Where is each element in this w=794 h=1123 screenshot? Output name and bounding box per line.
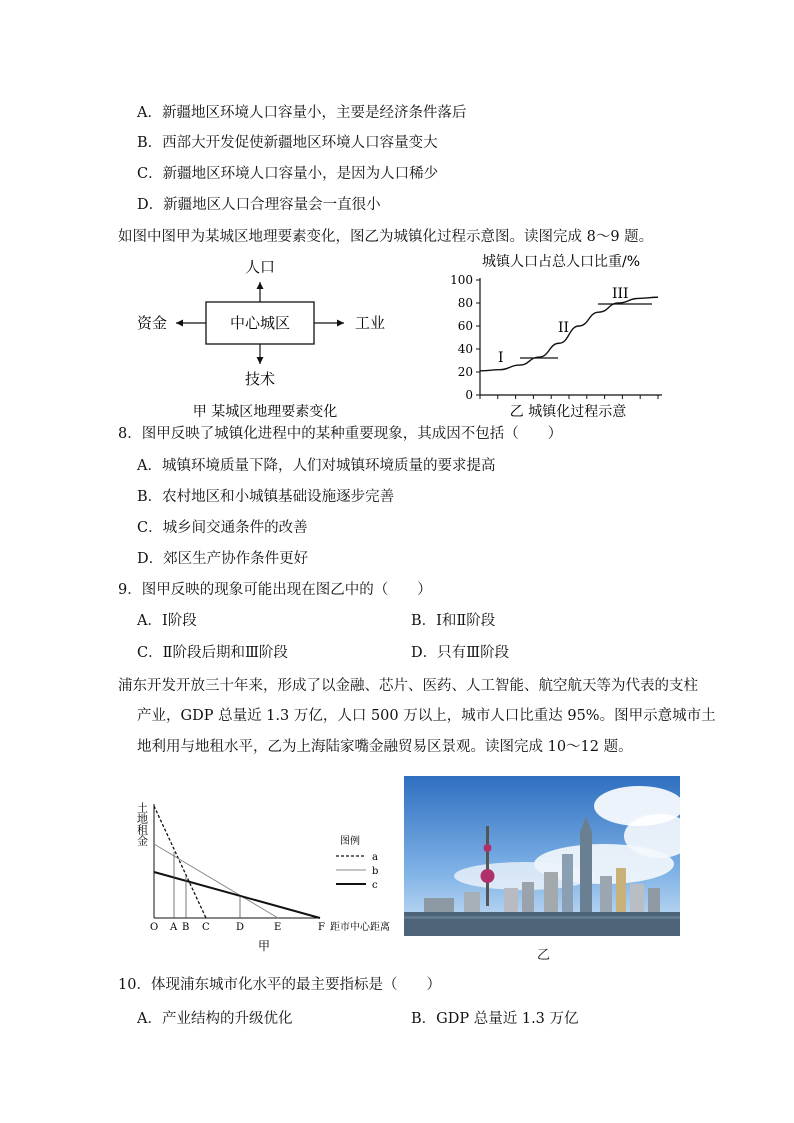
lujiazui-photo <box>404 776 680 936</box>
intro-10-12-line1: 浦东开发开放三十年来，形成了以金融、芯片、医药、人工智能、航空航天等为代表的支柱 <box>118 678 698 694</box>
rent-line-b <box>154 844 278 918</box>
y-tick-label: 80 <box>457 296 473 310</box>
q9-option-c: C．Ⅱ阶段后期和Ⅲ阶段 <box>137 645 288 661</box>
legend-title: 图例 <box>340 836 360 847</box>
x-label-e: E <box>274 922 282 933</box>
figure-land-rent <box>135 790 410 960</box>
q8-stem: 8．图甲反映了城镇化进程中的某种重要现象，其成因不包括（ ） <box>118 426 563 442</box>
q7-option-c: C．新疆地区环境人口容量小，是因为人口稀少 <box>137 166 439 182</box>
q7-option-b: B．西部大开发促使新疆地区环境人口容量变大 <box>137 135 438 151</box>
q9-stem: 9．图甲反映的现象可能出现在图乙中的（ ） <box>118 582 432 598</box>
rent-xlabel: 距市中心距离 <box>330 922 390 933</box>
y-tick-label: 20 <box>457 365 473 379</box>
chart-ylabel: 城镇人口占总人口比重/% <box>482 254 641 270</box>
y-tick-label: 100 <box>450 273 473 287</box>
y-tick-label: 0 <box>465 388 473 402</box>
stage3-label: III <box>612 286 629 302</box>
legend-b: b <box>372 866 379 877</box>
q8-option-a: A．城镇环境质量下降，人们对城镇环境质量的要求提高 <box>137 458 496 474</box>
x-label-c: C <box>202 922 210 933</box>
x-label-b: B <box>182 922 190 933</box>
q10-stem: 10．体现浦东城市化水平的最主要指标是（ ） <box>118 977 441 993</box>
legend-a: a <box>372 852 378 863</box>
x-label-a: A <box>170 922 178 933</box>
stage1-label: I <box>498 350 504 366</box>
stage2-label: II <box>558 320 570 336</box>
intro-8-9: 如图中图甲为某城区地理要素变化，图乙为城镇化过程示意图。读图完成 8～9 题。 <box>118 229 654 245</box>
q9-option-d: D．只有Ⅲ阶段 <box>411 645 510 661</box>
y-tick-label: 40 <box>457 342 473 356</box>
q8-option-d: D．郊区生产协作条件更好 <box>137 551 309 567</box>
left-label: 资金 <box>136 314 168 332</box>
bottom-label: 技术 <box>244 370 276 388</box>
q10-option-a: A．产业结构的升级优化 <box>137 1011 293 1027</box>
q7-option-a: A．新疆地区环境人口容量小，主要是经济条件落后 <box>137 105 467 121</box>
legend-c: c <box>372 880 378 891</box>
y-tick-label: 60 <box>457 319 473 333</box>
right-label: 工业 <box>354 314 386 332</box>
rent-ylabel: 土地租金 <box>135 802 149 846</box>
center-label: 中心城区 <box>229 314 291 332</box>
intro-10-12-line2: 产业，GDP 总量近 1.3 万亿，人口 500 万以上，城市人口比重达 95%。图甲示意城市土 <box>137 708 716 724</box>
figure-yi-chart <box>440 250 680 425</box>
x-label-d: D <box>236 922 245 933</box>
top-label: 人口 <box>244 258 276 276</box>
rent-caption: 甲 <box>258 939 271 953</box>
x-label-o: O <box>150 922 159 933</box>
fig-yi-caption: 乙 城镇化过程示意 <box>509 404 627 420</box>
q10-option-b: B．GDP 总量近 1.3 万亿 <box>411 1011 579 1027</box>
q8-option-b: B．农村地区和小城镇基础设施逐步完善 <box>137 489 395 505</box>
q9-option-a: A．Ⅰ阶段 <box>137 613 197 629</box>
q7-option-d: D．新疆地区人口合理容量会一直很小 <box>137 197 381 213</box>
q8-option-c: C．城乡间交通条件的改善 <box>137 520 308 536</box>
rent-line-a <box>154 806 206 918</box>
figure-jia-diagram <box>130 250 400 425</box>
x-label-f: F <box>318 922 325 933</box>
intro-10-12-line3: 地利用与地租水平，乙为上海陆家嘴金融贸易区景观。读图完成 10～12 题。 <box>137 739 633 755</box>
fig-jia-caption: 甲 某城区地理要素变化 <box>192 404 338 420</box>
q9-option-b: B．Ⅰ和Ⅱ阶段 <box>411 613 496 629</box>
rent-line-c <box>154 872 320 918</box>
photo-caption: 乙 <box>537 948 551 963</box>
